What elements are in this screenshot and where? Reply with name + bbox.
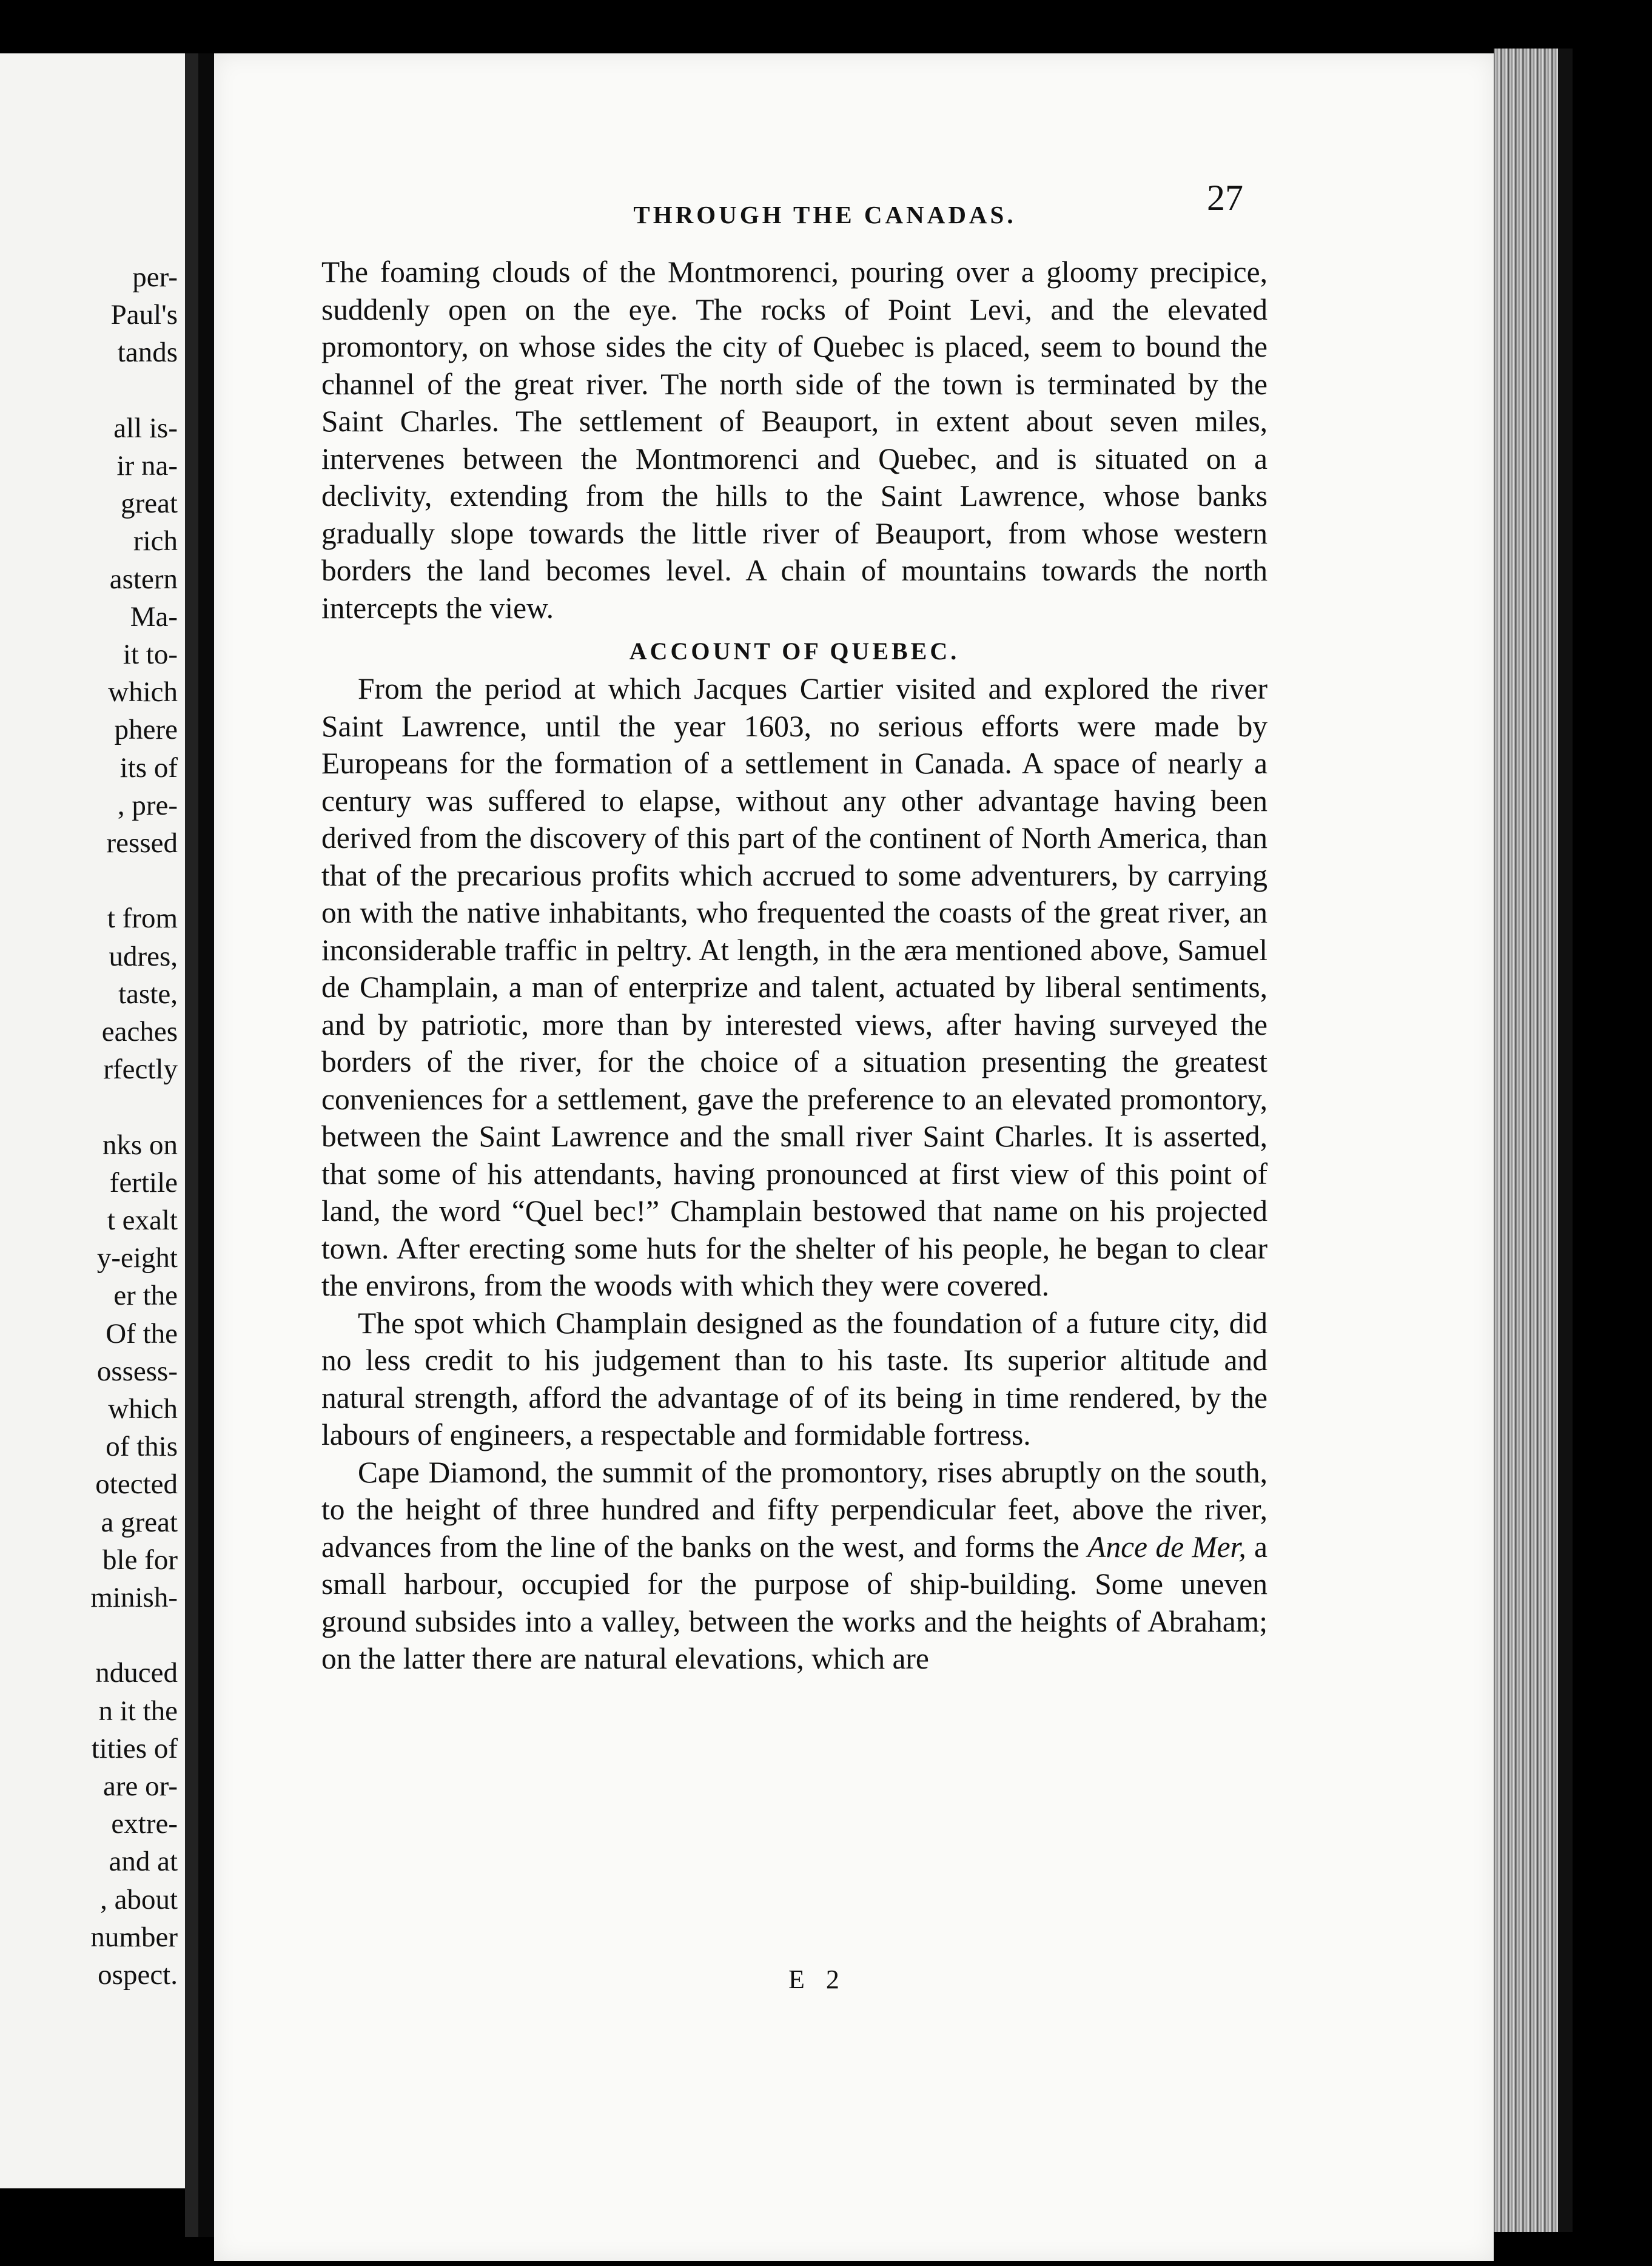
body-text [321, 254, 1268, 1678]
paragraph-3-end: a small harbour, occupied for the purpose of ship-building. Some uneven ground subsides into a valley, between the works and the heights of Abraham; on the latter there are natural elevations, which are [321, 1530, 1268, 1675]
facing-page-line: all is- [113, 412, 178, 444]
intro-paragraph: The foaming clouds of the Montmorenci, pouring over a gloomy precipice, suddenly open on the eye. The rocks of Point Levi, and the elevated promontory, on whose sides the city of Quebec is placed, seem to bound the channel of the great river. The north side of the town is terminated by the Saint Charles. The settlement of Beauport, in extent about seven miles, intervenes between the Montmorenci and Quebec, and is situated on a declivity, extending from the hills to the Saint Lawrence, whose banks gradually slope towards the little river of Beauport, from whose western borders the land becomes level. A chain of mountains towards the north intercepts the view. [321, 255, 1268, 625]
facing-page-line: eaches [101, 1016, 178, 1047]
facing-page-line: its of [119, 751, 178, 784]
facing-page-line: are or- [103, 1770, 178, 1802]
facing-page-line: Of the [106, 1317, 178, 1350]
facing-page-line: ble for [102, 1544, 178, 1576]
facing-page-line: number [90, 1921, 178, 1953]
page-edges [1494, 49, 1573, 2232]
facing-page-line: of this [106, 1431, 178, 1463]
facing-page-line: ospect. [98, 1959, 178, 1991]
facing-page-line: and at [109, 1846, 178, 1878]
facing-page-line: which [108, 676, 178, 708]
facing-page-line: tands [117, 337, 178, 369]
paragraph-1: From the period at which Jacques Cartier visited and explored the river Saint Lawrence, until the year 1603, no serious efforts were made by Europeans for the formation of a settlement in Canada. A space of nearly a century was suffered to elapse, without any other advantage having been derived from the discovery of this part of the continent of North America, than that of the precarious profits which accrued to some adventurers, by carrying on with the native inhabitants, who frequented the coasts of the great river, an inconsiderable traffic in peltry. At length, in the æra mentioned above, Samuel de Champlain, a man of enterprize and talent, actuated by liberal sentiments, and by patriotic, more than by interested views, after having surveyed the borders of the river, for the choice of a situation presenting the greatest conveniences for a settlement, gave the preference to an elevated promontory, between the Saint Lawrence and the small river Saint Charles. It is asserted, that some of his attendants, having pronounced at first view of this point of land, the word “Quel bec!” Champlain bestowed that name on his projected town. After erecting some huts for the shelter of his people, he began to clear the environs, from the woods with which they were covered. [321, 672, 1268, 1302]
facing-page-line: tities of [91, 1732, 178, 1764]
section-heading: ACCOUNT OF QUEBEC. [629, 637, 960, 665]
facing-page-line: nduced [95, 1657, 178, 1689]
facing-page-line: udres, [109, 940, 178, 972]
signature-mark: E 2 [788, 1965, 847, 1994]
facing-page-line: , pre- [117, 789, 178, 821]
facing-page-line: , about [100, 1883, 178, 1915]
facing-page-line: it to- [123, 639, 178, 670]
facing-page-line: ir na- [116, 450, 178, 482]
book-gutter [185, 53, 214, 2237]
facing-page-line: rich [133, 525, 178, 557]
facing-page-line: per- [132, 261, 178, 293]
facing-page-line: taste, [118, 978, 178, 1010]
paragraph-2: The spot which Champlain designed as the foundation of a future city, did no less credit to his judgement than to his taste. Its superior altitude and natural strength, afford the advantage of of its being in time rendered, by the labours of engineers, a respectable and formidable fortress. [321, 1306, 1268, 1451]
facing-page-line: ressed [106, 827, 178, 859]
paragraph-3-start: Cape Diamond, the summit of the promontory, rises abruptly on the south, to the height of three hundred and fifty perpendicular feet, above the river, advances from the line of the banks on the west, and forms the [321, 1455, 1268, 1564]
running-header: THROUGH THE CANADAS. [633, 201, 1016, 229]
facing-page-line: phere [114, 714, 178, 746]
facing-page-line: nks on [102, 1129, 178, 1161]
facing-page-line: fertile [109, 1166, 178, 1199]
facing-page-line: a great [101, 1506, 178, 1538]
facing-page-line: great [121, 488, 178, 520]
paragraph-3-italic: Ance de Mer, [1087, 1530, 1246, 1564]
facing-page-line: t exalt [107, 1205, 178, 1236]
facing-page-line: rfectly [103, 1054, 178, 1086]
facing-page-line: extre- [111, 1808, 178, 1840]
facing-page-line: y-eight [96, 1242, 178, 1274]
page-number: 27 [1207, 178, 1243, 218]
facing-page-line: Ma- [130, 600, 178, 633]
facing-page-line: astern [109, 563, 178, 595]
facing-page-line: n it the [98, 1695, 178, 1727]
facing-page-line: Paul's [110, 299, 178, 331]
facing-page-line: t from [107, 903, 178, 935]
facing-page [0, 53, 185, 2188]
facing-page-line: ossess- [96, 1355, 178, 1387]
facing-page-line: minish- [90, 1582, 178, 1613]
paragraph-3 [321, 1454, 1268, 1678]
facing-page-line: er the [113, 1280, 178, 1312]
facing-page-line: which [108, 1393, 178, 1425]
facing-page-line: otected [95, 1468, 178, 1501]
